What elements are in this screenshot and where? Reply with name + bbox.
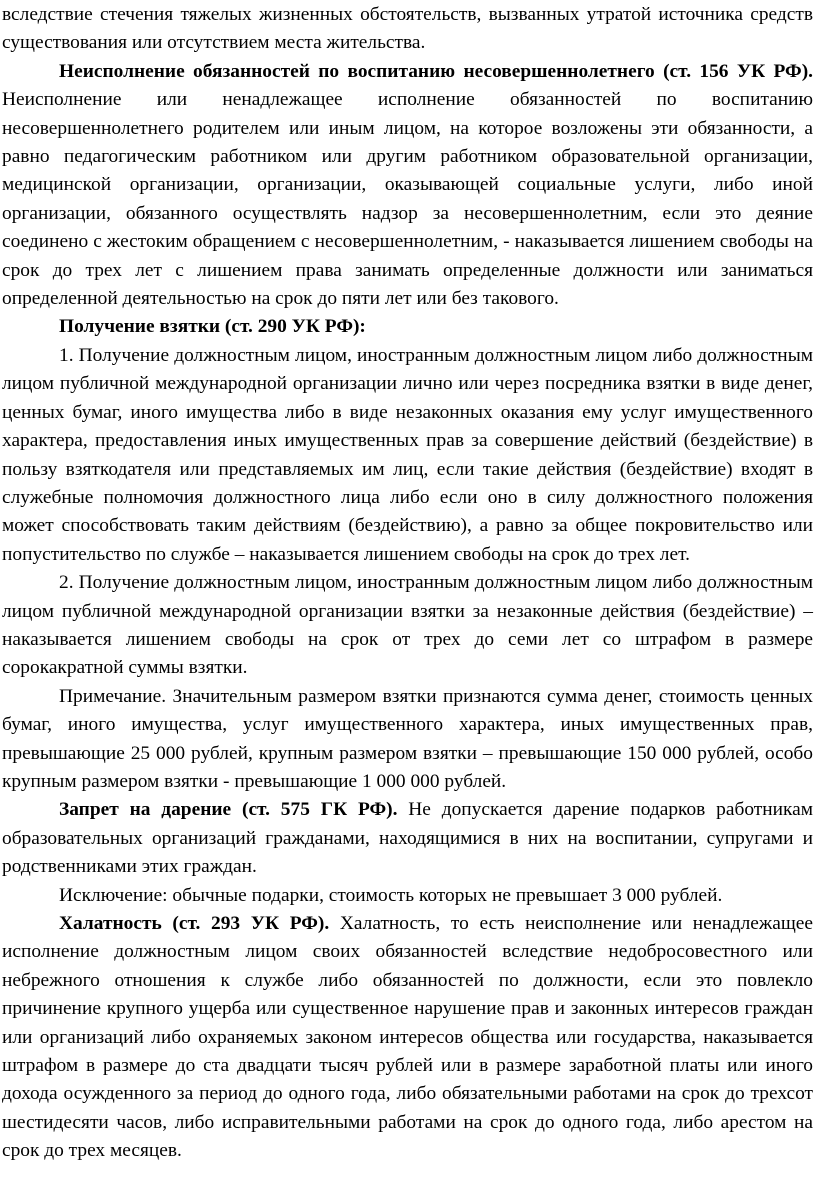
article-heading: Неисполнение обязанностей по воспитанию несовершеннолетнего (ст. 156 УК РФ).: [59, 60, 813, 82]
paragraph-article-290-heading: [2, 313, 813, 341]
paragraph-text: Неисполнение или ненадлежащее исполнение обязанностей по воспитанию несовершеннолетнего родителем или иным лицом, на которое возложены эти обязанности, а равно педагогическим работником или другим работником образовательной организации, медицинской организации, организации, оказывающей социальные услуги, либо иной организации, обязанного осуществлять надзор за несовершеннолетним, если это деяние соединено с жестоким обращением с несовершеннолетним, - наказывается лишением свободы на срок до трех лет с лишением права занимать определенные должности или заниматься определенной деятельностью на срок до пяти лет или без такового.: [2, 89, 813, 310]
paragraph-article-575: [2, 796, 813, 881]
paragraph-text: Халатность, то есть неисполнение или ненадлежащее исполнение должностным лицом своих обязанностей вследствие недобросовестного или небрежного отношения к службе либо обязанностей по должности, если это повлекло причинение крупного ущерба или существенное нарушение прав и законных интересов граждан или организаций либо охраняемых законом интересов общества или государства, наказывается штрафом в размере до ста двадцати тысяч рублей или в размере заработной платы или иного дохода осужденного за период до одного года, либо обязательными работами на срок до трехсот шестидесяти часов, либо исправительными работами на срок до одного года, либо арестом на срок до трех месяцев.: [2, 913, 814, 1162]
paragraph-article-290-part-2: [2, 569, 813, 683]
article-heading: Получение взятки (ст. 290 УК РФ):: [59, 316, 366, 338]
paragraph-text: Примечание. Значительным размером взятки признаются сумма денег, стоимость ценных бумаг, иного имущества, услуг имущественного характера, иных имущественных прав, превышающие 25 000 рублей, крупным размером взятки – превышающие 150 000 рублей, особо крупным размером взятки - превышающие 1 000 000 рублей.: [2, 685, 813, 792]
paragraph-article-156: [2, 58, 813, 314]
paragraph-note: [2, 683, 813, 797]
paragraph-text: 2. Получение должностным лицом, иностранным должностным лицом либо должностным лицом публичной международной организации взятки за незаконные действия (бездействие) – наказывается лишением свободы на срок от трех до семи лет со штрафом в размере сорокакратной суммы взятки.: [2, 572, 813, 679]
paragraph-text: вследствие стечения тяжелых жизненных обстоятельств, вызванных утратой источника средств существования или отсутствием места жительства.: [2, 4, 813, 54]
paragraph-continuation: [2, 1, 813, 58]
paragraph-text: 1. Получение должностным лицом, иностранным должностным лицом либо должностным лицом публичной международной организации лично или через посредника взятки в виде денег, ценных бумаг, иного имущества либо в виде незаконных оказания ему услуг имущественного характера, предоставления иных имущественных прав за совершение действий (бездействие) в пользу взяткодателя или представляемых им лиц, если такие действия (бездействие) входят в служебные полномочия должностного лица либо если оно в силу должностного положения может способствовать таким действиям (бездействию), а равно за общее покровительство или попустительство по службе – наказывается лишением свободы на срок до трех лет.: [2, 344, 813, 565]
paragraph-text: Не допускается дарение подарков работникам образовательных организаций гражданами, находящимися в них на воспитании, супругами и родственниками этих граждан.: [2, 799, 813, 878]
article-heading: Запрет на дарение (ст. 575 ГК РФ).: [59, 799, 398, 821]
paragraph-text: Исключение: обычные подарки, стоимость которых не превышает 3 000 рублей.: [59, 884, 723, 906]
paragraph-exception: [2, 882, 813, 910]
paragraph-article-293: [2, 910, 813, 1166]
paragraph-article-290-part-1: [2, 342, 813, 569]
document-page: [0, 1, 816, 1202]
article-heading: Халатность (ст. 293 УК РФ).: [59, 913, 330, 934]
